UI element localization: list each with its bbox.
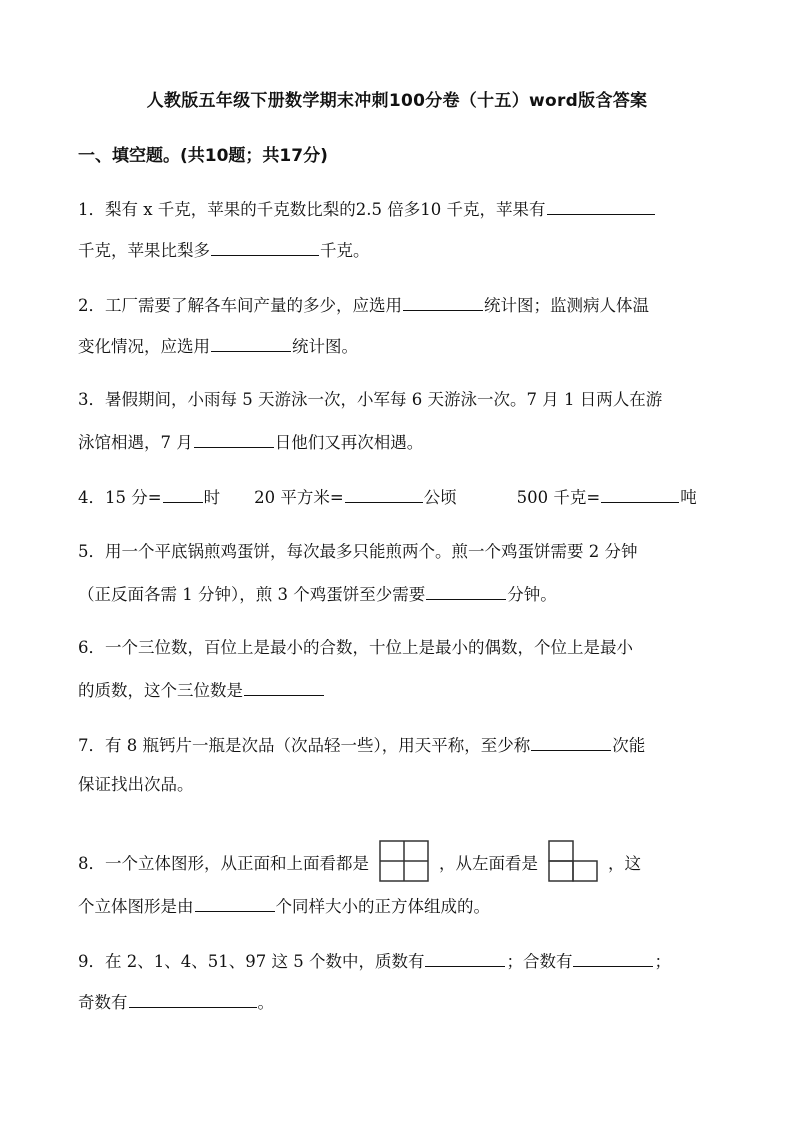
question-4-line: 4．15 分= 时 20 平方米= 公顷 500 千克= 吨	[78, 484, 728, 510]
page-title: 人教版五年级下册数学期末冲刺100分卷（十五）word版含答案	[146, 91, 648, 111]
answer-blank[interactable]	[601, 484, 679, 503]
answer-blank[interactable]	[403, 292, 483, 311]
question-3-line-2: 泳馆相遇，7 月 日他们又再次相遇。	[78, 429, 728, 455]
question-8-line-2: 个立体图形是由 个同样大小的正方体组成的。	[78, 893, 728, 919]
question-2-line-1: 2．工厂需要了解各车间产量的多少，应选用 统计图；监测病人体温	[78, 292, 728, 318]
question-1-line-2: 千克，苹果比梨多 千克。	[78, 237, 728, 263]
answer-blank[interactable]	[426, 581, 506, 600]
answer-blank[interactable]	[163, 484, 203, 503]
answer-blank[interactable]	[211, 237, 319, 256]
question-7-line-2: 保证找出次品。	[78, 775, 194, 794]
question-3-line-1: 3．暑假期间，小雨每 5 天游泳一次，小军每 6 天游泳一次。7 月 1 日两人在游	[78, 390, 663, 409]
section-heading: 一、填空题。(共10题；共17分)	[78, 146, 328, 166]
question-5-line-2: （正反面各需 1 分钟），煎 3 个鸡蛋饼至少需要 分钟。	[78, 581, 728, 607]
question-1-line-1: 1．梨有 x 千克，苹果的千克数比梨的2.5 倍多10 千克，苹果有	[78, 196, 728, 222]
question-5-line-1: 5．用一个平底锅煎鸡蛋饼，每次最多只能煎两个。煎一个鸡蛋饼需要 2 分钟	[78, 542, 638, 561]
answer-blank[interactable]	[194, 429, 274, 448]
question-6-line-1: 6．一个三位数，百位上是最小的合数，十位上是最小的偶数，个位上是最小	[78, 638, 633, 657]
answer-blank[interactable]	[573, 948, 653, 967]
question-2-line-2: 变化情况，应选用 统计图。	[78, 333, 728, 359]
answer-blank[interactable]	[129, 989, 257, 1008]
question-8-line-1: 8．一个立体图形，从正面和上面看都是 ，从左面看是 ，这	[78, 840, 728, 889]
answer-blank[interactable]	[425, 948, 505, 967]
question-9-line-2: 奇数有 。	[78, 989, 728, 1015]
question-9-line-1: 9．在 2、1、4、51、97 这 5 个数中，质数有 ；合数有 ；	[78, 948, 728, 974]
answer-blank[interactable]	[547, 196, 655, 215]
question-6-line-2: 的质数，这个三位数是	[78, 677, 728, 703]
left-view-diagram	[548, 840, 598, 889]
answer-blank[interactable]	[531, 732, 611, 751]
answer-blank[interactable]	[345, 484, 423, 503]
answer-blank[interactable]	[244, 677, 324, 696]
question-7-line-1: 7．有 8 瓶钙片一瓶是次品（次品轻一些），用天平称，至少称 次能	[78, 732, 728, 758]
answer-blank[interactable]	[211, 333, 291, 352]
front-top-view-diagram	[379, 840, 429, 889]
answer-blank[interactable]	[195, 893, 275, 912]
